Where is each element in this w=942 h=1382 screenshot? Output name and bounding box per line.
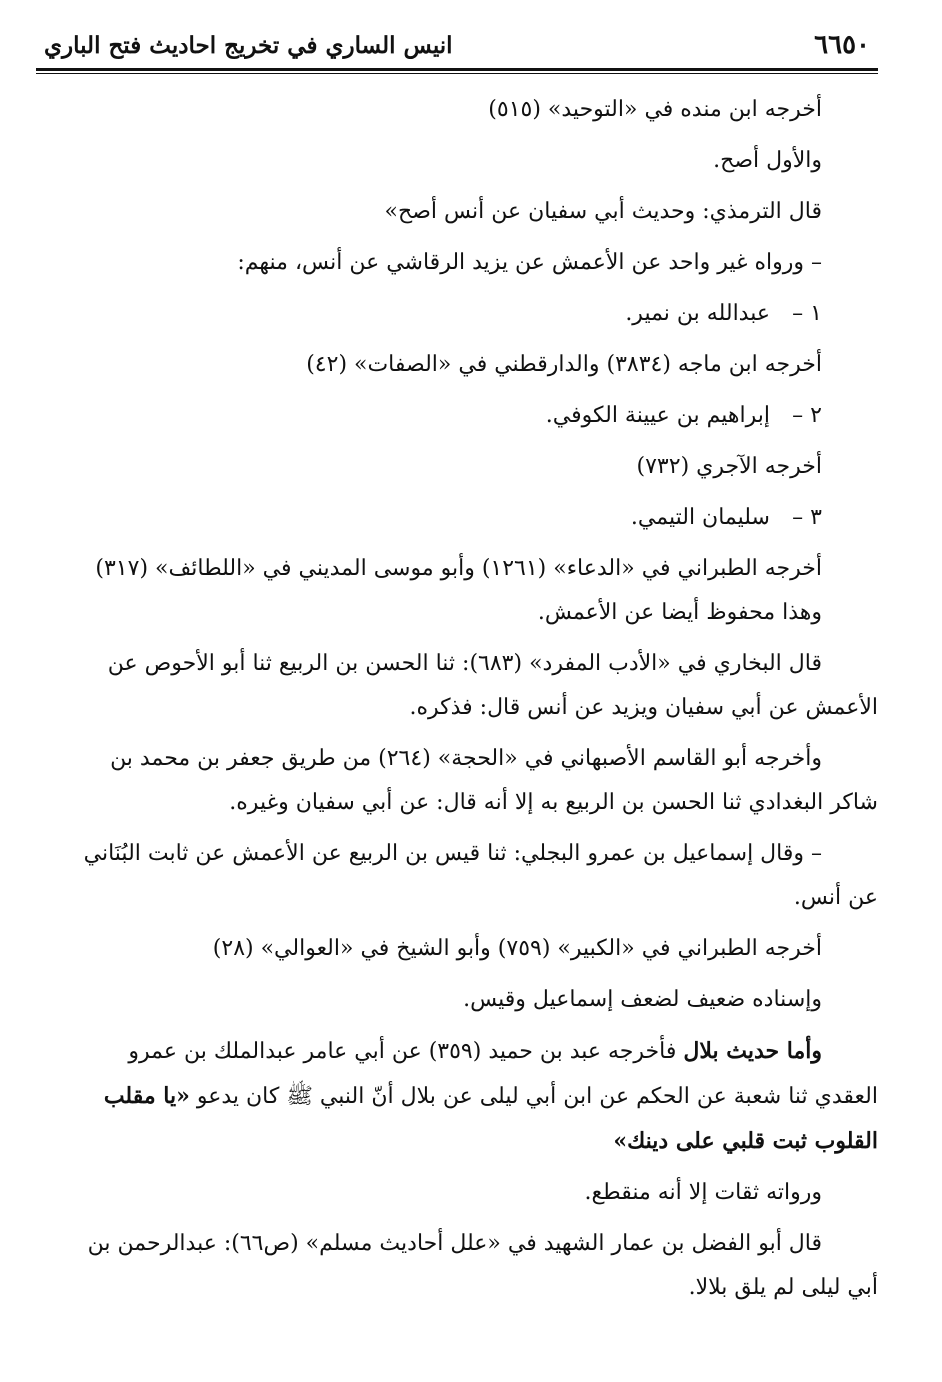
text-line: عن أنس. <box>793 885 878 910</box>
text-line <box>60 1074 878 1119</box>
list-item <box>60 496 878 540</box>
text-line: أخرجه الطبراني في «الدعاء» (١٢٦١) وأبو موسى المديني في «اللطائف» (٣١٧) <box>95 556 822 581</box>
text-line: والأول أصح. <box>713 148 822 173</box>
text-line: أخرجه ابن ماجه (٣٨٣٤) والدارقطني في «الصفات» (٤٢) <box>306 352 822 377</box>
list-item-text: سليمان التيمي. <box>630 505 770 530</box>
text-line: أخرجه ابن منده في «التوحيد» (٥١٥) <box>488 97 822 122</box>
bold-phrase: وأما حديث بلال <box>683 1038 822 1064</box>
text-line: أخرجه الآجري (٧٣٢) <box>636 454 822 479</box>
page-header <box>36 30 876 64</box>
text-segment: العقدي ثنا شعبة عن الحكم عن ابن أبي ليلى عن بلال أنّ النبي ﷺ كان يدعو <box>189 1084 878 1109</box>
running-title: انيس الساري في تخريج احاديث فتح الباري <box>44 32 453 59</box>
list-number: ٣ – <box>792 505 822 530</box>
text-line <box>60 1029 878 1074</box>
list-item <box>60 394 878 438</box>
text-line: قال البخاري في «الأدب المفرد» (٦٨٣): ثنا الحسن بن الربيع ثنا أبو الأحوص عن <box>107 651 822 676</box>
list-item-text: إبراهيم بن عيينة الكوفي. <box>545 403 770 428</box>
bold-phrase: «يا مقلب <box>103 1083 190 1109</box>
main-text <box>60 88 878 1310</box>
list-number: ١ – <box>792 301 822 326</box>
text-line: ورواته ثقات إلا أنه منقطع. <box>584 1180 822 1205</box>
text-line: شاكر البغدادي ثنا الحسن بن الربيع به إلا أنه قال: عن أبي سفيان وغيره. <box>229 790 878 815</box>
text-line <box>60 1119 878 1164</box>
text-line: وإسناده ضعيف لضعف إسماعيل وقيس. <box>463 987 822 1012</box>
text-line: – ورواه غير واحد عن الأعمش عن يزيد الرقاشي عن أنس، منهم: <box>237 250 822 275</box>
text-line: أبي ليلى لم يلق بلالا. <box>688 1275 878 1300</box>
text-line: قال أبو الفضل بن عمار الشهيد في «علل أحاديث مسلم» (ص٦٦): عبدالرحمن بن <box>87 1231 822 1256</box>
page-number: ٦٦٥٠ <box>814 30 870 60</box>
text-segment: فأخرجه عبد بن حميد (٣٥٩) عن أبي عامر عبدالملك بن عمرو <box>128 1039 684 1064</box>
text-line: وهذا محفوظ أيضا عن الأعمش. <box>537 600 822 625</box>
text-line: – وقال إسماعيل بن عمرو البجلي: ثنا قيس بن الربيع عن الأعمش عن ثابت البُنَاني <box>83 841 822 866</box>
header-rule <box>36 68 878 74</box>
text-line: وأخرجه أبو القاسم الأصبهاني في «الحجة» (٢٦٤) من طريق جعفر بن محمد بن <box>110 746 822 771</box>
text-line: أخرجه الطبراني في «الكبير» (٧٥٩) وأبو الشيخ في «العوالي» (٢٨) <box>212 936 822 961</box>
list-item-text: عبدالله بن نمير. <box>625 301 770 326</box>
list-item <box>60 292 878 336</box>
text-line: قال الترمذي: وحديث أبي سفيان عن أنس أصح» <box>384 199 822 224</box>
list-number: ٢ – <box>792 403 822 428</box>
text-line: الأعمش عن أبي سفيان ويزيد عن أنس قال: فذكره. <box>409 695 878 720</box>
bold-phrase: القلوب ثبت قلبي على دينك» <box>613 1128 878 1154</box>
